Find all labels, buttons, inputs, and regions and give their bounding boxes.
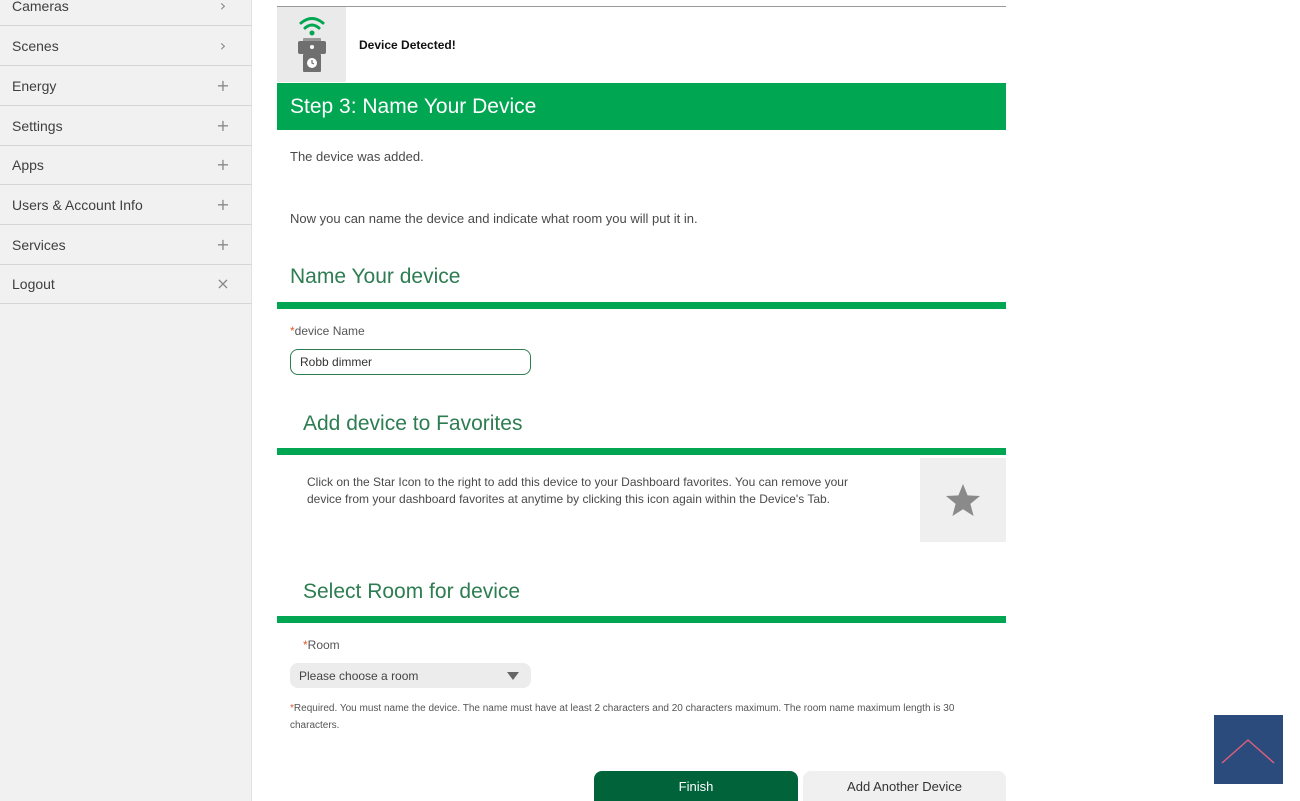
plus-icon: + xyxy=(216,155,230,174)
sidebar-item-users-account-info[interactable] xyxy=(0,185,252,225)
device-name-label-text: device Name xyxy=(294,324,365,338)
sidebar-item-energy[interactable] xyxy=(0,66,252,106)
close-icon: × xyxy=(216,274,230,293)
name-section-title: Name Your device xyxy=(290,265,461,288)
device-detected-text: Device Detected! xyxy=(359,38,456,52)
main-panel xyxy=(277,0,1006,801)
step-header xyxy=(277,83,1006,130)
add-another-device-button[interactable]: Add Another Device xyxy=(803,771,1006,801)
sidebar-item-services[interactable] xyxy=(0,225,252,265)
sidebar-item-label: Apps xyxy=(12,156,44,173)
sidebar-item-logout[interactable] xyxy=(0,264,252,304)
room-select[interactable] xyxy=(290,663,531,688)
chevron-right-icon: › xyxy=(219,36,227,55)
sidebar-item-label: Scenes xyxy=(12,37,59,54)
room-select-value: Please choose a room xyxy=(299,668,419,683)
required-note-text: Required. You must name the device. The name must have at least 2 characters and 20 characters maximum. The room name maximum length is 30 characters. xyxy=(290,703,955,731)
sidebar-item-scenes[interactable] xyxy=(0,26,252,66)
plus-icon: + xyxy=(216,116,230,135)
sidebar xyxy=(0,0,252,801)
device-name-input[interactable] xyxy=(290,349,531,375)
caret-down-icon xyxy=(507,672,519,680)
sidebar-item-settings[interactable] xyxy=(0,106,252,146)
sidebar-item-label: Settings xyxy=(12,117,63,134)
required-mark: * xyxy=(290,324,295,338)
device-detected-banner xyxy=(277,7,1006,82)
plus-icon: + xyxy=(216,195,230,214)
sidebar-item-label: Users & Account Info xyxy=(12,196,143,213)
required-mark: * xyxy=(303,638,308,652)
required-mark: * xyxy=(290,703,294,714)
finish-button[interactable]: Finish xyxy=(594,771,798,801)
section-divider xyxy=(277,616,1006,623)
scroll-to-top-button[interactable] xyxy=(1214,715,1283,784)
room-label-text: Room xyxy=(307,638,340,652)
star-icon xyxy=(945,483,981,517)
intro-instructions-text: Now you can name the device and indicate what room you will put it in. xyxy=(290,211,698,226)
chevron-right-icon: › xyxy=(219,0,227,15)
favorites-description: Click on the Star Icon to the right to add this device to your Dashboard favorites. You can remove your device from your dashboard favorites at anytime by clicking this icon again within the Device's Tab. xyxy=(307,475,848,506)
wifi-device-icon xyxy=(277,7,346,82)
sidebar-item-cameras[interactable] xyxy=(0,0,252,26)
intro-added-text: The device was added. xyxy=(290,149,424,164)
section-divider xyxy=(277,302,1006,309)
step-title: Step 3: Name Your Device xyxy=(290,95,537,118)
required-note xyxy=(290,700,990,734)
favorite-star-button[interactable] xyxy=(920,458,1006,542)
plus-icon: + xyxy=(216,76,230,95)
sidebar-item-label: Services xyxy=(12,236,66,253)
sidebar-item-apps[interactable] xyxy=(0,145,252,185)
device-name-label xyxy=(290,324,365,338)
room-section-title: Select Room for device xyxy=(303,580,521,603)
chevron-up-icon xyxy=(1214,715,1283,784)
plus-icon: + xyxy=(216,235,230,254)
favorites-section-title: Add device to Favorites xyxy=(303,412,523,435)
sidebar-item-label: Energy xyxy=(12,77,57,94)
sidebar-item-label: Cameras xyxy=(12,0,69,14)
room-label xyxy=(303,638,340,652)
section-divider xyxy=(277,448,1006,455)
device-icon-box xyxy=(277,7,346,82)
sidebar-item-label: Logout xyxy=(12,275,55,292)
